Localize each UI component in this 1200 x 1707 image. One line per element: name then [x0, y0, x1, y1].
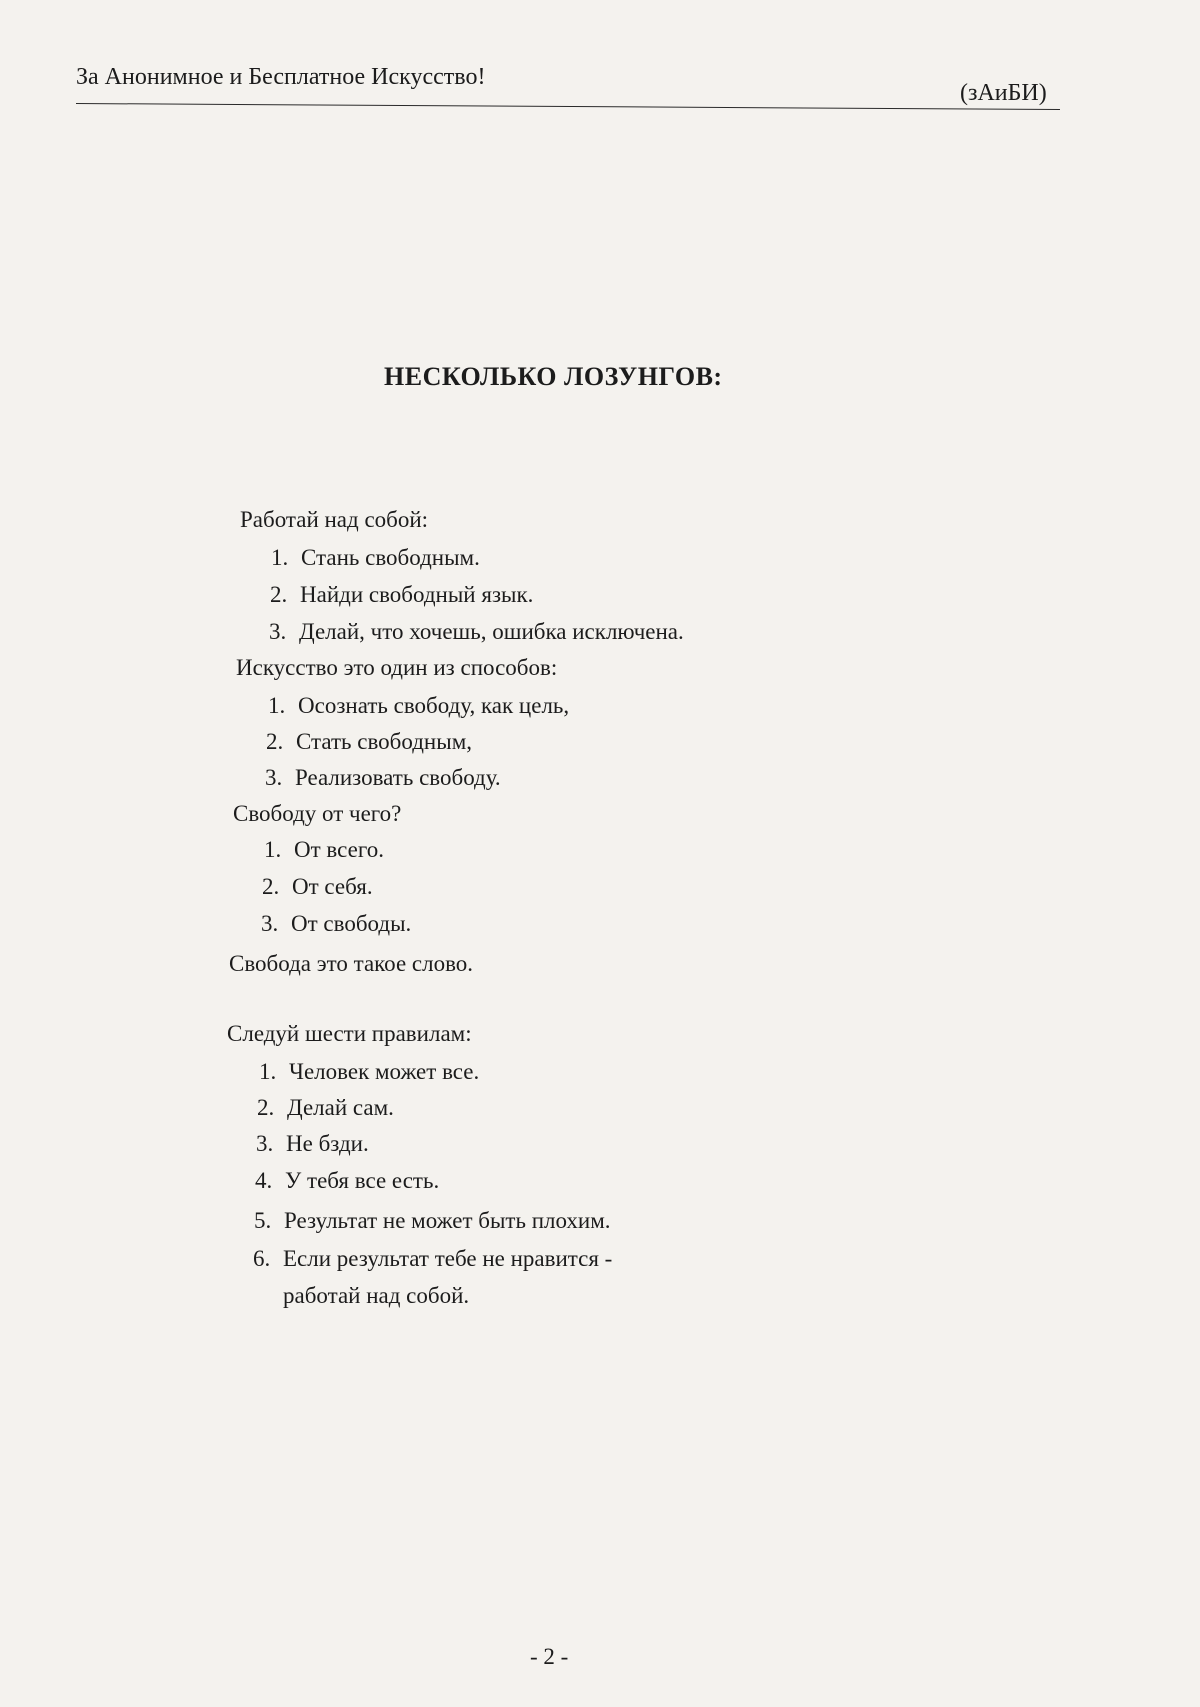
list-item-text: Делай сам. — [287, 1095, 394, 1120]
list-item — [266, 728, 472, 756]
list-item — [262, 873, 373, 901]
section-heading: Работай над собой: — [240, 507, 429, 532]
list-item-number: 3. — [265, 765, 283, 790]
list-item-number: 1. — [268, 693, 286, 718]
list-item-number: 2. — [266, 729, 284, 754]
list-item — [257, 1094, 394, 1122]
list-item-number: 3. — [269, 619, 287, 644]
list-item-text: Найди свободный язык. — [300, 582, 534, 607]
list-item — [259, 1058, 479, 1086]
list-item-text: Стать свободным, — [296, 729, 472, 754]
list-item — [254, 1207, 611, 1235]
list-item-number: 3. — [256, 1131, 274, 1156]
list-item — [270, 581, 533, 609]
list-item — [265, 764, 501, 792]
running-header-abbreviation: (зАиБИ) — [960, 80, 1047, 106]
section-heading: Свободу от чего? — [233, 801, 402, 826]
page-title: НЕСКОЛЬКО ЛОЗУНГОВ: — [384, 362, 723, 391]
list-item-text: Не бзди. — [286, 1131, 369, 1156]
section-heading: Следуй шести правилам: — [227, 1021, 472, 1046]
running-header-title: За Анонимное и Бесплатное Искусство! — [76, 64, 486, 90]
list-item — [261, 910, 411, 938]
header-divider — [76, 103, 1060, 110]
list-item-text: Результат не может быть плохим. — [284, 1208, 611, 1233]
list-item — [255, 1167, 439, 1195]
list-item-number: 1. — [259, 1059, 277, 1084]
list-item-number: 2. — [262, 874, 280, 899]
section-heading: Свобода это такое слово. — [229, 951, 474, 976]
list-item-number: 5. — [254, 1208, 272, 1233]
list-item — [256, 1130, 369, 1158]
list-item — [253, 1245, 612, 1273]
list-item-number: 4. — [255, 1168, 273, 1193]
list-item-number: 1. — [271, 545, 289, 570]
list-item-text: Человек может все. — [289, 1059, 480, 1084]
list-item — [269, 618, 684, 646]
list-item-number: 1. — [264, 837, 282, 862]
list-item-number: 2. — [270, 582, 288, 607]
list-item-number: 3. — [261, 911, 279, 936]
list-item-text: Стань свободным. — [301, 545, 480, 570]
page-number: - 2 - — [530, 1644, 569, 1669]
list-item-text: Реализовать свободу. — [295, 765, 501, 790]
list-item-number: 6. — [253, 1246, 271, 1271]
list-item-text: От всего. — [294, 837, 384, 862]
list-item-continuation: работай над собой. — [283, 1283, 470, 1308]
section-heading: Искусство это один из способов: — [236, 655, 558, 680]
list-item-number: 2. — [257, 1095, 275, 1120]
list-item-text: Если результат тебе не нравится - — [283, 1246, 613, 1271]
list-item-text: От себя. — [292, 874, 373, 899]
list-item — [268, 692, 569, 720]
list-item — [264, 836, 384, 864]
list-item-text: От свободы. — [291, 911, 412, 936]
list-item-text: У тебя все есть. — [285, 1168, 440, 1193]
list-item-text: Осознать свободу, как цель, — [298, 693, 570, 718]
list-item-text: Делай, что хочешь, ошибка исключена. — [299, 619, 684, 644]
list-item — [271, 544, 480, 572]
